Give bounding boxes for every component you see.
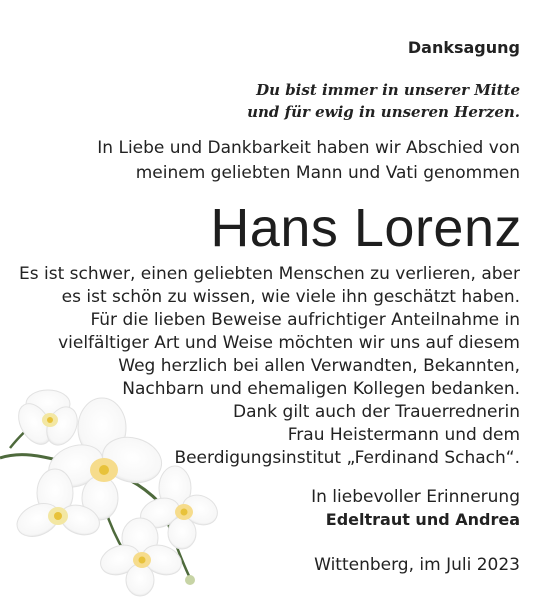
signers: Edeltraut und Andrea [325, 510, 520, 529]
orchid-illustration [0, 388, 240, 603]
quote-line: und für ewig in unseren Herzen. [247, 103, 520, 121]
intro-line: meinem geliebten Mann und Vati genommen [135, 163, 520, 183]
memorial-quote [247, 79, 520, 123]
place-date: Wittenberg, im Juli 2023 [314, 555, 520, 575]
thanks-line: Dank gilt auch der Trauerrednerin [233, 402, 520, 422]
orchid-bloom [12, 390, 83, 450]
thanks-line: Nachbarn und ehemaligen Kollegen bedanken. [122, 379, 520, 399]
thanks-line: es ist schön zu wissen, wie viele ihn geschätzt haben. [61, 287, 520, 307]
thanks-line: Für die lieben Beweise aufrichtiger Anteilnahme in [90, 310, 520, 330]
notice-heading: Danksagung [407, 38, 520, 57]
deceased-name: Hans Lorenz [210, 198, 522, 258]
thanks-line: Beerdigungsinstitut „Ferdinand Schach“. [174, 448, 520, 468]
quote-line: Du bist immer in unserer Mitte [256, 81, 520, 99]
intro-line: In Liebe und Dankbarkeit haben wir Abschied von [97, 138, 520, 158]
thanks-line: Es ist schwer, einen geliebten Menschen zu verlieren, aber [19, 264, 520, 284]
remembrance-line: In liebevoller Erinnerung [311, 487, 520, 507]
thanks-line: Weg herzlich bei allen Verwandten, Bekannten, [118, 356, 520, 376]
intro-text [97, 136, 520, 186]
thanks-line: vielfältiger Art und Weise möchten wir uns auf diesem [58, 333, 520, 353]
thanks-line: Frau Heistermann und dem [287, 425, 520, 445]
